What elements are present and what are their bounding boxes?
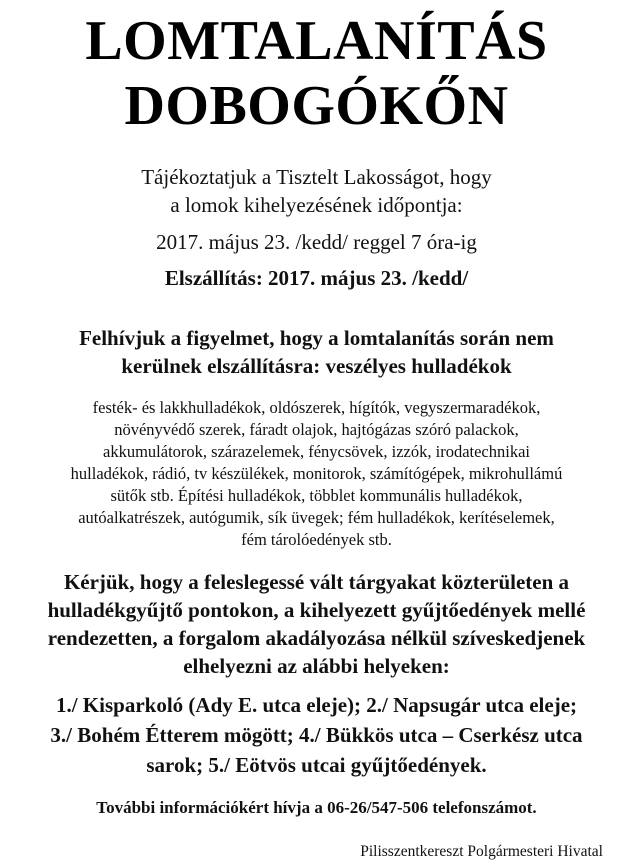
list-line: sütők stb. Építési hulladékok, többlet kommunális hulladékok, bbox=[110, 486, 523, 505]
list-line: autóalkatrészek, autógumik, sík üvegek; fém hulladékok, kerítéselemek, bbox=[78, 508, 555, 527]
list-line: akkumulátorok, szárazelemek, fénycsövek, izzók, irodatechnikai bbox=[103, 442, 530, 461]
request-line: elhelyezni az alábbi helyeken: bbox=[183, 654, 450, 678]
placement-date: 2017. május 23. /kedd/ reggel 7 óra-ig bbox=[156, 230, 477, 254]
warning-heading bbox=[0, 324, 633, 380]
contact-info: További információkért hívja a 06-26/547-506 telefonszámot. bbox=[96, 798, 537, 817]
intro-text bbox=[0, 163, 633, 219]
list-line: fém tárolóedények stb. bbox=[241, 530, 392, 549]
collection-locations bbox=[10, 690, 623, 780]
list-line: hulladékok, rádió, tv készülékek, monitorok, számítógépek, mikrohullámú bbox=[70, 464, 563, 483]
title-line-1: LOMTALANÍTÁS bbox=[85, 10, 548, 72]
intro-line-1: Tájékoztatjuk a Tisztelt Lakosságot, hogy bbox=[141, 165, 492, 189]
hazardous-waste-list bbox=[10, 397, 623, 551]
warning-line-2: kerülnek elszállításra: veszélyes hulladékok bbox=[121, 354, 512, 378]
intro-line-2: a lomok kihelyezésének időpontja: bbox=[170, 193, 463, 217]
request-paragraph bbox=[10, 568, 623, 680]
title-line-2: DOBOGÓKŐN bbox=[124, 75, 509, 137]
warning-line-1: Felhívjuk a figyelmet, hogy a lomtalanítás során nem bbox=[79, 326, 554, 350]
signature: Pilisszentkereszt Polgármesteri Hivatal bbox=[360, 843, 603, 860]
request-line: rendezetten, a forgalom akadályozása nélkül szíveskedjenek bbox=[47, 626, 586, 650]
request-line: hulladékgyűjtő pontokon, a kihelyezett gyűjtőedények mellé bbox=[47, 598, 586, 622]
request-line: Kérjük, hogy a feleslegessé vált tárgyakat közterületen a bbox=[63, 570, 570, 594]
transport-date: Elszállítás: 2017. május 23. /kedd/ bbox=[164, 266, 469, 290]
location-line: 3./ Bohém Étterem mögött; 4./ Bükkös utca – Cserkész utca bbox=[50, 723, 583, 747]
location-line: 1./ Kisparkoló (Ady E. utca eleje); 2./ Napsugár utca eleje; bbox=[55, 693, 578, 717]
list-line: festék- és lakkhulladékok, oldószerek, hígítók, vegyszermaradékok, bbox=[92, 398, 541, 417]
location-line: sarok; 5./ Eötvös utcai gyűjtőedények. bbox=[146, 753, 487, 777]
list-line: növényvédő szerek, fáradt olajok, hajtógázas szóró palackok, bbox=[114, 420, 519, 439]
